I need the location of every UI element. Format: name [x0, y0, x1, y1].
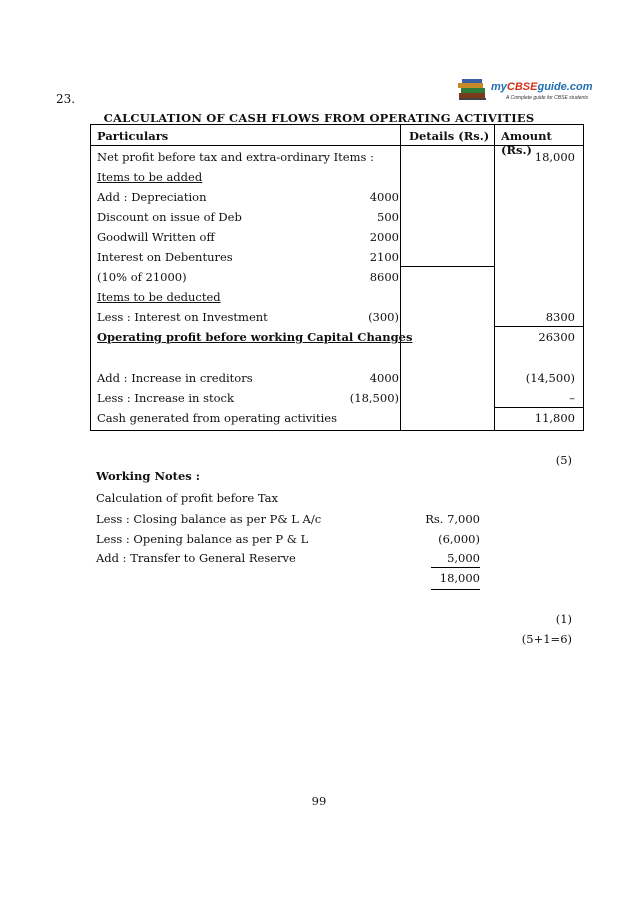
row-amount: 18,000 [534, 150, 575, 164]
mycbseguide-logo [458, 76, 593, 104]
working-note-row [96, 512, 480, 532]
row-particular: Net profit before tax and extra-ordinary Items : [97, 150, 374, 164]
working-notes-heading: Working Notes : [96, 469, 200, 483]
table-row [91, 167, 583, 187]
working-note-row [96, 551, 480, 571]
row-particular: Items to be deducted [97, 290, 221, 304]
marks-table: (5) [555, 453, 572, 467]
row-amount: (14,500) [525, 371, 575, 385]
row-particular: Less : Increase in stock [97, 391, 234, 405]
header-particulars: Particulars [97, 129, 169, 143]
table-row [91, 327, 583, 347]
row-particular: (10% of 21000) [97, 270, 187, 284]
svg-text:A Complete guide for CBSE stud: A Complete guide for CBSE students [506, 95, 589, 101]
table-row [91, 307, 583, 327]
row-amount: 8300 [545, 310, 575, 324]
books-stack-icon [458, 76, 593, 104]
table-row [91, 187, 583, 207]
table-row [91, 267, 583, 287]
row-amount: 26300 [538, 330, 575, 344]
row-details: 8600 [369, 270, 399, 284]
row-amount: 11,800 [534, 411, 575, 425]
working-note-value: 18,000 [439, 571, 480, 585]
table-row [91, 287, 583, 307]
total-rule [431, 567, 480, 568]
row-particular: Discount on issue of Deb [97, 210, 242, 224]
row-particular: Interest on Debentures [97, 250, 233, 264]
working-note-label: Less : Closing balance as per P& L A/c [96, 512, 322, 526]
row-details: (300) [368, 310, 399, 324]
row-particular: Add : Depreciation [97, 190, 207, 204]
row-particular: Items to be added [97, 170, 203, 184]
row-details: (18,500) [349, 391, 399, 405]
table-row [91, 147, 583, 167]
table-row [91, 408, 583, 428]
table-row [91, 247, 583, 267]
header-details: Details (Rs.) [409, 129, 490, 143]
row-details: 2000 [369, 230, 399, 244]
working-note-label: Add : Transfer to General Reserve [96, 551, 296, 565]
working-note-value: 5,000 [447, 551, 480, 565]
working-note-row [96, 571, 480, 591]
working-note-value: (6,000) [438, 532, 480, 546]
row-details: 4000 [369, 371, 399, 385]
cash-flow-table [90, 124, 584, 431]
working-notes-subheading-row [96, 491, 480, 511]
working-note-row [96, 532, 480, 552]
row-particular: Add : Increase in creditors [97, 371, 253, 385]
row-details: 4000 [369, 190, 399, 204]
table-row [91, 368, 583, 388]
page-number: 99 [311, 794, 327, 808]
marks-notes: (1) [555, 612, 572, 626]
row-amount: – [569, 391, 575, 405]
table-row [91, 207, 583, 227]
table-row [91, 388, 583, 408]
svg-text:myCBSEguide.com: myCBSEguide.com [491, 81, 593, 93]
table-title: CALCULATION OF CASH FLOWS FROM OPERATING ACTIVITIES [103, 111, 535, 125]
row-particular: Goodwill Written off [97, 230, 215, 244]
working-notes-subheading: Calculation of profit before Tax [96, 491, 278, 505]
row-particular: Cash generated from operating activities [97, 411, 337, 425]
header-amount: Amount (Rs.) [501, 129, 552, 157]
row-details: 500 [377, 210, 399, 224]
row-details: 2100 [369, 250, 399, 264]
working-note-value: Rs. 7,000 [425, 512, 480, 526]
total-rule [431, 589, 480, 590]
table-row [91, 227, 583, 247]
working-note-label: Less : Opening balance as per P & L [96, 532, 309, 546]
row-particular: Less : Interest on Investment [97, 310, 268, 324]
marks-total: (5+1=6) [521, 632, 572, 646]
question-number: 23. [56, 92, 76, 106]
row-particular: Operating profit before working Capital Changes [97, 330, 413, 344]
